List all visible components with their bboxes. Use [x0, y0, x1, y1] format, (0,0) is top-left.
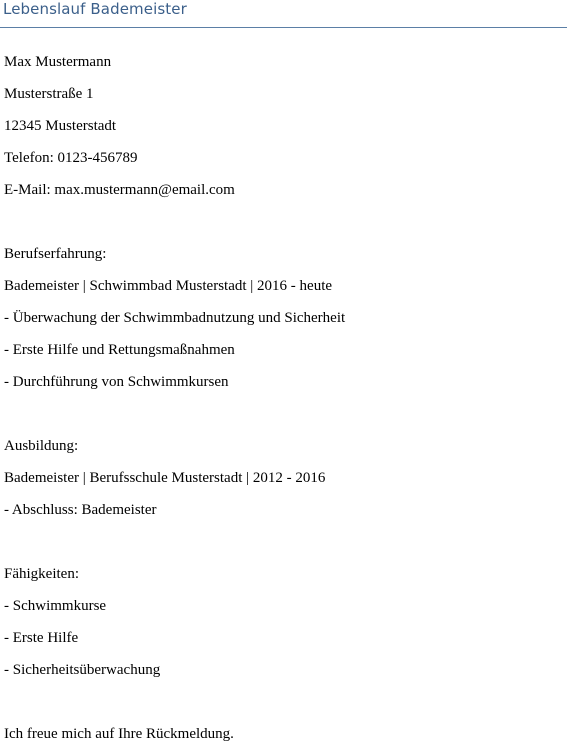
- document-body: [4, 50, 564, 754]
- section-spacer: [4, 690, 564, 722]
- section-spacer: [4, 530, 564, 562]
- education-item: - Abschluss: Bademeister: [4, 502, 157, 518]
- skills-heading: Fähigkeiten:: [4, 566, 79, 582]
- contact-name: Max Mustermann: [4, 54, 112, 70]
- skill-item: - Sicherheitsüberwachung: [4, 662, 161, 678]
- section-spacer: [4, 402, 564, 434]
- contact-phone: Telefon: 0123-456789: [4, 150, 138, 166]
- contact-email: E-Mail: max.mustermann@email.com: [4, 182, 235, 198]
- section-spacer: [4, 210, 564, 242]
- experience-item: - Überwachung der Schwimmbadnutzung und Sicherheit: [4, 310, 346, 326]
- contact-city: 12345 Musterstadt: [4, 118, 117, 134]
- education-heading: Ausbildung:: [4, 438, 79, 454]
- document-title: Lebenslauf Bademeister: [3, 0, 187, 18]
- education-section: [4, 434, 564, 530]
- experience-section: [4, 242, 564, 402]
- contact-section: [4, 50, 564, 210]
- experience-item: - Erste Hilfe und Rettungsmaßnahmen: [4, 342, 235, 358]
- experience-item: - Durchführung von Schwimmkursen: [4, 374, 229, 390]
- contact-street: Musterstraße 1: [4, 86, 94, 102]
- education-entry: Bademeister | Berufsschule Musterstadt | 2012 - 2016: [4, 470, 326, 486]
- skill-item: - Erste Hilfe: [4, 630, 79, 646]
- skill-item: - Schwimmkurse: [4, 598, 107, 614]
- experience-position: Bademeister | Schwimmbad Musterstadt | 2016 - heute: [4, 278, 333, 294]
- closing-line: Ich freue mich auf Ihre Rückmeldung.: [4, 726, 234, 742]
- document-header: [0, 0, 567, 28]
- experience-heading: Berufserfahrung:: [4, 246, 107, 262]
- skills-section: [4, 562, 564, 690]
